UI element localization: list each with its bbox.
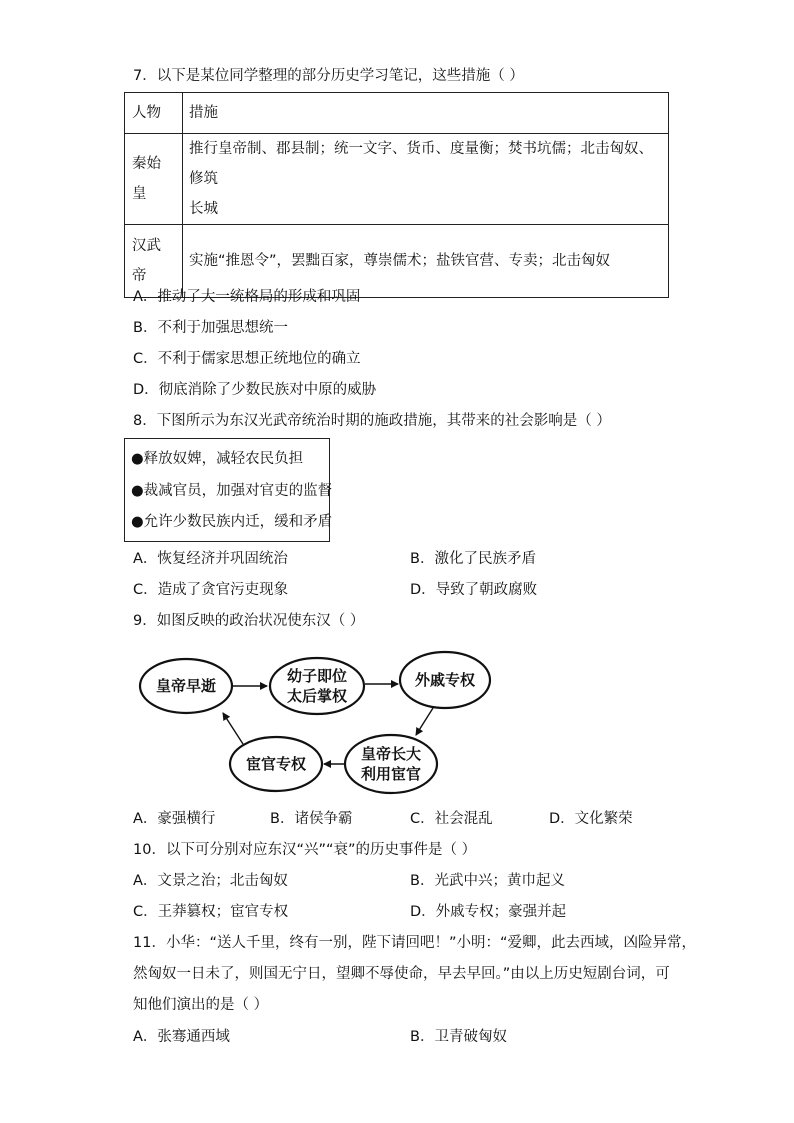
table-header-measures: 措施 xyxy=(183,93,669,134)
measures-line: 推行皇帝制、郡县制；统一文字、货币、度量衡；焚书坑儒；北击匈奴、修筑 xyxy=(189,141,653,187)
node-emperor-grows-uses-eunuchs xyxy=(345,735,437,793)
q8-measures-box xyxy=(124,438,333,542)
svg-text:皇帝早逝: 皇帝早逝 xyxy=(155,677,217,695)
node-emperor-dies-young xyxy=(140,659,232,713)
arrow-3 xyxy=(416,708,433,735)
q10-option-b[interactable]: B．光武中兴；黄巾起义 xyxy=(410,873,565,889)
table-cell-measures: 实施“推恩令”，罢黜百家，尊崇儒术；盐铁官营、专卖；北击匈奴 xyxy=(183,225,669,298)
q8-measure-item: ●允许少数民族内迁，缓和矛盾 xyxy=(131,514,333,530)
svg-text:外戚专权: 外戚专权 xyxy=(414,671,476,689)
person-name-line: 帝 xyxy=(132,268,147,284)
q11-stem-line-1: 11．小华：“送人千里，终有一别，陛下请回吧！”小明：“爱卿，此去西域，凶险异常， xyxy=(133,935,696,951)
q8-option-d[interactable]: D．导致了朝政腐败 xyxy=(410,582,538,598)
q9-option-c[interactable]: C．社会混乱 xyxy=(410,811,493,827)
table-row xyxy=(125,134,669,225)
q8-measure-item: ●裁减官员，加强对官吏的监督 xyxy=(131,483,333,499)
q9-option-a[interactable]: A．豪强横行 xyxy=(133,811,216,827)
table-cell-person xyxy=(125,134,183,225)
person-name-line: 皇 xyxy=(132,186,147,202)
person-name-line: 秦始 xyxy=(132,156,161,172)
table-cell-measures xyxy=(183,134,669,225)
q7-option-a[interactable]: A．推动了大一统格局的形成和巩固 xyxy=(133,289,361,305)
q7-option-c[interactable]: C．不利于儒家思想正统地位的确立 xyxy=(133,351,361,367)
measures-line: 长城 xyxy=(189,201,218,217)
q10-option-d[interactable]: D．外戚专权；豪强并起 xyxy=(410,904,567,920)
q11-option-b[interactable]: B．卫青破匈奴 xyxy=(410,1029,507,1045)
node-eunuch-power xyxy=(230,737,322,791)
q10-option-c[interactable]: C．王莽篡权；宦官专权 xyxy=(133,904,289,920)
q7-option-d[interactable]: D．彻底消除了少数民族对中原的威胁 xyxy=(133,382,377,398)
q8-measure-item: ●释放奴婢，减轻农民负担 xyxy=(131,451,304,467)
svg-text:幼子即位: 幼子即位 xyxy=(286,667,348,685)
svg-text:宦官专权: 宦官专权 xyxy=(245,755,307,773)
q11-stem-line-2: 然匈奴一日未了，则国无宁日，望卿不辱使命，早去早回。”由以上历史短剧台词，可 xyxy=(133,966,670,982)
person-name-line: 汉武 xyxy=(132,238,161,254)
q8-option-c[interactable]: C．造成了贪官污吏现象 xyxy=(133,582,289,598)
q9-stem: 9．如图反映的政治状况使东汉（ ） xyxy=(133,613,365,629)
q11-option-a[interactable]: A．张骞通西域 xyxy=(133,1029,230,1045)
table-row xyxy=(125,93,669,134)
q9-option-d[interactable]: D．文化繁荣 xyxy=(549,811,633,827)
svg-text:太后掌权: 太后掌权 xyxy=(286,687,348,705)
arrow-5 xyxy=(223,713,243,744)
q8-stem: 8．下图所示为东汉光武帝统治时期的施政措施，其带来的社会影响是（ ） xyxy=(133,413,611,429)
q8-option-b[interactable]: B．激化了民族矛盾 xyxy=(410,551,536,567)
svg-text:皇帝长大: 皇帝长大 xyxy=(360,745,422,763)
q9-cycle-diagram xyxy=(135,640,495,802)
q10-stem: 10．以下可分别对应东汉“兴”“衰”的历史事件是（ ） xyxy=(133,842,477,858)
svg-text:利用宦官: 利用宦官 xyxy=(360,765,422,783)
q7-stem: 7．以下是某位同学整理的部分历史学习笔记，这些措施（ ） xyxy=(133,68,524,84)
q8-option-a[interactable]: A．恢复经济并巩固统治 xyxy=(133,551,288,567)
node-consort-clan-power xyxy=(400,652,490,708)
q7-notes-table xyxy=(124,92,669,298)
q9-option-b[interactable]: B．诸侯争霸 xyxy=(270,811,353,827)
q10-option-a[interactable]: A．文景之治；北击匈奴 xyxy=(133,873,288,889)
node-young-heir-regency xyxy=(270,658,364,714)
table-header-person: 人物 xyxy=(125,93,183,134)
q7-option-b[interactable]: B．不利于加强思想统一 xyxy=(133,320,288,336)
q11-stem-line-3: 知他们演出的是（ ） xyxy=(133,997,269,1013)
